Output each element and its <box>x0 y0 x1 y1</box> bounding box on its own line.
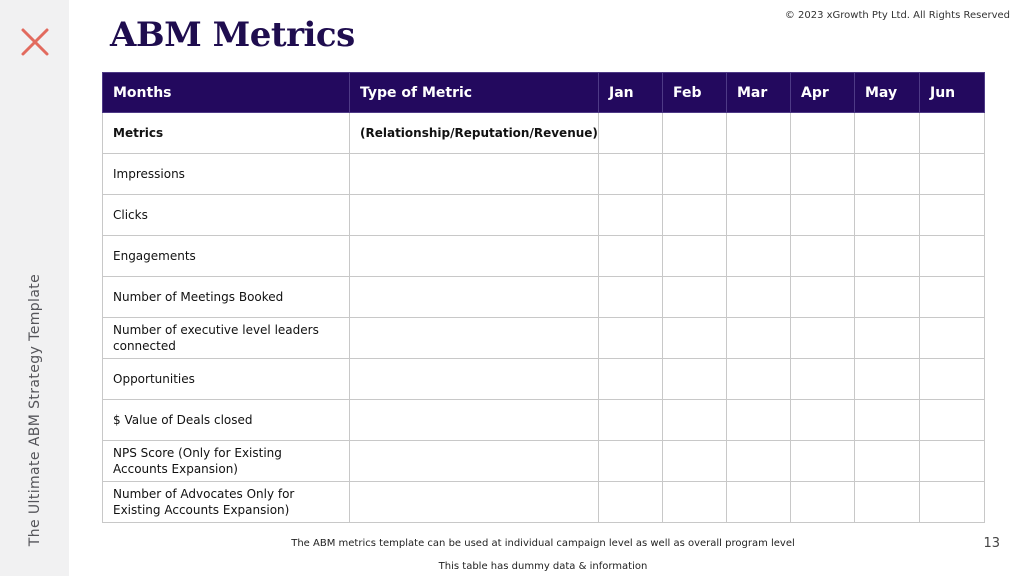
month-value-cell <box>663 441 727 482</box>
metric-name-cell: Number of Advocates Only for Existing Accounts Expansion) <box>103 482 350 523</box>
month-value-cell <box>920 277 985 318</box>
month-value-cell <box>663 482 727 523</box>
metric-name-cell: Number of Meetings Booked <box>103 277 350 318</box>
copyright-notice: © 2023 xGrowth Pty Ltd. All Rights Reserved <box>784 10 1010 21</box>
month-value-cell <box>791 441 855 482</box>
table-row <box>103 195 985 236</box>
column-header: Jun <box>920 73 985 113</box>
month-value-cell <box>727 318 791 359</box>
x-cross-icon <box>20 27 50 57</box>
table-row <box>103 400 985 441</box>
month-value-cell <box>920 236 985 277</box>
month-value-cell <box>599 154 663 195</box>
column-header: Type of Metric <box>350 73 599 113</box>
month-value-cell <box>920 400 985 441</box>
month-value-cell <box>599 318 663 359</box>
metric-name-cell: NPS Score (Only for Existing Accounts Expansion) <box>103 441 350 482</box>
table-row <box>103 318 985 359</box>
month-value-cell <box>920 154 985 195</box>
table-header-row <box>103 73 985 113</box>
month-value-cell <box>727 154 791 195</box>
table-row <box>103 113 985 154</box>
month-value-cell <box>599 359 663 400</box>
metric-name-cell: Opportunities <box>103 359 350 400</box>
page-title: ABM Metrics <box>110 15 355 55</box>
month-value-cell <box>727 441 791 482</box>
month-value-cell <box>791 195 855 236</box>
month-value-cell <box>791 359 855 400</box>
month-value-cell <box>791 154 855 195</box>
metric-type-cell <box>350 359 599 400</box>
table-row <box>103 154 985 195</box>
month-value-cell <box>663 277 727 318</box>
sidebar-strip <box>0 0 69 576</box>
month-value-cell <box>599 441 663 482</box>
metric-type-cell <box>350 441 599 482</box>
footnote-usage: The ABM metrics template can be used at individual campaign level as well as overall program level <box>291 538 795 549</box>
month-value-cell <box>791 482 855 523</box>
month-value-cell <box>920 318 985 359</box>
column-header: Apr <box>791 73 855 113</box>
month-value-cell <box>920 359 985 400</box>
month-value-cell <box>791 277 855 318</box>
month-value-cell <box>727 359 791 400</box>
month-value-cell <box>855 482 920 523</box>
month-value-cell <box>727 400 791 441</box>
month-value-cell <box>663 113 727 154</box>
month-value-cell <box>599 277 663 318</box>
month-value-cell <box>599 236 663 277</box>
metric-type-cell <box>350 400 599 441</box>
metric-type-cell <box>350 318 599 359</box>
month-value-cell <box>791 236 855 277</box>
month-value-cell <box>855 236 920 277</box>
metric-type-cell <box>350 236 599 277</box>
month-value-cell <box>855 318 920 359</box>
column-header: Feb <box>663 73 727 113</box>
month-value-cell <box>855 154 920 195</box>
metric-type-cell <box>350 277 599 318</box>
month-value-cell <box>727 482 791 523</box>
column-header: Months <box>103 73 350 113</box>
month-value-cell <box>663 318 727 359</box>
abm-metrics-table <box>102 72 985 523</box>
column-header: May <box>855 73 920 113</box>
month-value-cell <box>599 113 663 154</box>
month-value-cell <box>599 482 663 523</box>
month-value-cell <box>791 400 855 441</box>
month-value-cell <box>663 236 727 277</box>
column-header: Mar <box>727 73 791 113</box>
month-value-cell <box>920 482 985 523</box>
table-row <box>103 236 985 277</box>
month-value-cell <box>920 441 985 482</box>
month-value-cell <box>663 195 727 236</box>
month-value-cell <box>663 359 727 400</box>
month-value-cell <box>599 195 663 236</box>
month-value-cell <box>727 277 791 318</box>
table-row <box>103 482 985 523</box>
month-value-cell <box>791 318 855 359</box>
month-value-cell <box>727 236 791 277</box>
vertical-template-title: The Ultimate ABM Strategy Template <box>27 273 43 547</box>
month-value-cell <box>599 400 663 441</box>
month-value-cell <box>855 277 920 318</box>
month-value-cell <box>855 195 920 236</box>
table-row <box>103 441 985 482</box>
month-value-cell <box>920 195 985 236</box>
month-value-cell <box>791 113 855 154</box>
month-value-cell <box>855 400 920 441</box>
metric-name-cell: Metrics <box>103 113 350 154</box>
metric-name-cell: $ Value of Deals closed <box>103 400 350 441</box>
month-value-cell <box>920 113 985 154</box>
metric-name-cell: Clicks <box>103 195 350 236</box>
metric-name-cell: Impressions <box>103 154 350 195</box>
month-value-cell <box>663 154 727 195</box>
month-value-cell <box>663 400 727 441</box>
metric-type-cell: (Relationship/Reputation/Revenue) <box>350 113 599 154</box>
metric-type-cell <box>350 195 599 236</box>
month-value-cell <box>727 113 791 154</box>
metric-type-cell <box>350 154 599 195</box>
table-body <box>103 113 985 523</box>
footnote-dummy-data: This table has dummy data & information <box>438 561 648 572</box>
month-value-cell <box>855 359 920 400</box>
table-row <box>103 359 985 400</box>
metric-type-cell <box>350 482 599 523</box>
metric-name-cell: Engagements <box>103 236 350 277</box>
column-header: Jan <box>599 73 663 113</box>
metric-name-cell: Number of executive level leaders connected <box>103 318 350 359</box>
page-number: 13 <box>983 536 1000 551</box>
month-value-cell <box>727 195 791 236</box>
month-value-cell <box>855 113 920 154</box>
month-value-cell <box>855 441 920 482</box>
table-row <box>103 277 985 318</box>
